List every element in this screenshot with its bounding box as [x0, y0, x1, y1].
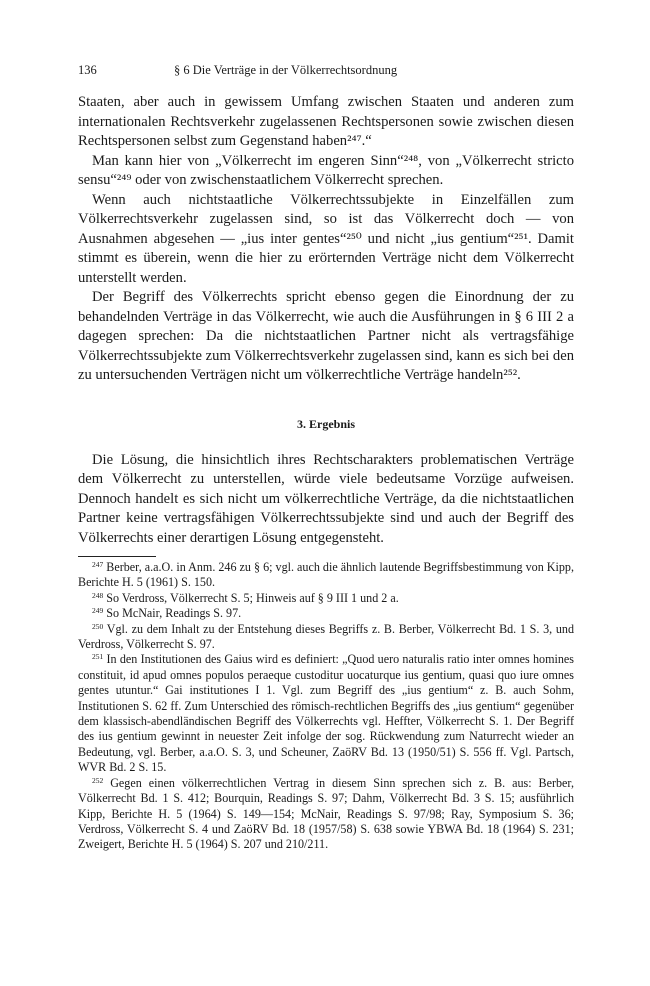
footnote-text: So Verdross, Völkerrecht S. 5; Hinweis auf § 9 III 1 und 2 a.	[106, 590, 399, 605]
section-paragraph: Die Lösung, die hinsichtlich ihres Rechtscharakters problematischen Verträge dem Völkerrecht zu unterstellen, würde viele bedeutsame Vorzüge aufweisen. Dennoch handelt es sich nicht um völkerrechtliche Verträge, da die nichtstaatlichen Partner keine vertragsfähigen Völkerrechtssubjekte sind und auch der Begriff des Völkerrechts einer derartigen Lösung entgegensteht.	[78, 451, 574, 546]
body-text	[78, 93, 574, 548]
footnote-number: 249	[92, 606, 104, 616]
footnote-number: 252	[92, 775, 104, 785]
footnote-text: So McNair, Readings S. 97.	[106, 606, 242, 621]
running-title: § 6 Die Verträge in der Völkerrechtsordnung	[174, 63, 398, 77]
page-number: 136	[78, 63, 97, 77]
page	[78, 62, 574, 853]
footnote-text: In den Institutionen des Gaius wird es definiert: „Quod uero naturalis ratio inter omnes homines constituit, id apud omnes populos peraeque custoditur uocaturque ius gentium, quasi quo iure omnes gentes utuntur.“ Gai institutiones I 1. Vgl. zum Begriff des „ius gentium“ z. B. auch Sohm, Institutionen S. 62 ff. Zum Unterschied des römisch-rechtlichen Begriffs des „ius gentium“ gegenüber dem klassisch-abendländischen Begriff des Völkerrechts vgl. Heffter, Völkerrecht S. 1. Der Begriff des ius gentium gewinnt in neuester Zeit infolge der sog. Rückwendung zum Naturrecht wieder an Bedeutung, vgl. Berber, a.a.O. S. 3, und Scheuner, ZaöRV Bd. 13 (1950/51) S. 556 ff. Vgl. Partsch, WVR Bd. 2 S. 15.	[78, 652, 574, 775]
footnote-number: 251	[92, 652, 104, 662]
body-paragraph-1: Staaten, aber auch in gewissem Umfang zwischen Staaten und anderen zum internationalen Rechtsverkehr zugelassenen Rechtspersonen sowie zwischen diesen Rechtspersonen selbst zum Gegenstand haben²⁴⁷.“	[78, 94, 574, 149]
footnote-250	[78, 622, 574, 653]
footnote-number: 247	[92, 560, 104, 569]
footnote-247	[78, 560, 574, 591]
footnotes	[78, 560, 574, 853]
running-head	[78, 62, 574, 78]
footnote-text: Gegen einen völkerrechtlichen Vertrag in diesem Sinn sprechen sich z. B. aus: Berber, Völkerrecht Bd. 1 S. 412; Bourquin, Readings S. 97; Dahm, Völkerrecht Bd. 3 S. 15; ausführlich Kipp, Berichte H. 5 (1964) S. 149—154; McNair, Readings S. 97/98; Ray, Symposium S. 36; Verdross, Völkerrecht S. 4 und ZaöRV Bd. 18 (1957/58) S. 638 sowie YBWA Bd. 18 (1964) S. 231; Zweigert, Berichte H. 5 (1964) S. 207 und 210/211.	[78, 775, 574, 852]
footnote-number: 250	[92, 621, 104, 631]
body-paragraph-2: Man kann hier von „Völkerrecht im engeren Sinn“²⁴⁸, von „Völkerrecht stricto sensu“²⁴⁹ oder von zwischenstaatlichem Völkerrecht sprechen.	[78, 152, 574, 188]
body-paragraph-3: Wenn auch nichtstaatliche Völkerrechtssubjekte in Einzelfällen zum Völkerrechtsverkehr zugelassen sind, so ist das Völkerrecht doch — von Ausnahmen abgesehen — „ius inter gentes“²⁵⁰ und nicht „ius gentium“²⁵¹. Damit stimmt es überein, wenn die hier zu erörternden Verträge nicht dem Völkerrecht unterstellt werden.	[78, 191, 574, 286]
footnote-divider	[78, 556, 156, 557]
section-heading: 3. Ergebnis	[296, 416, 355, 431]
footnote-text: Vgl. zu dem Inhalt zu der Entstehung dieses Begriffs z. B. Berber, Völkerrecht Bd. 1 S. 3, und Verdross, Völkerrecht S. 97.	[78, 621, 574, 652]
footnote-text: Berber, a.a.O. in Anm. 246 zu § 6; vgl. auch die ähnlich lautende Begriffsbestimmung von Kipp, Berichte H. 5 (1961) S. 150.	[78, 560, 574, 590]
footnote-251	[78, 652, 574, 775]
footnote-number: 248	[92, 590, 104, 600]
body-paragraph-4: Der Begriff des Völkerrechts spricht ebenso gegen die Einordnung der zu behandelnden Verträge in das Völkerrecht, wie auch die Ausführungen in § 6 III 2 a dagegen sprechen: Da die nichtstaatlichen Partner nicht als vertragsfähige Völkerrechtssubjekte zum Völkerrechtsverkehr zugelassen sind, kann es sich bei den zu untersuchenden Verträgen nicht um völkerrechtliche Verträge handeln²⁵².	[78, 289, 574, 383]
footnote-249	[78, 606, 574, 621]
footnote-248	[78, 591, 574, 606]
footnote-252	[78, 776, 574, 853]
